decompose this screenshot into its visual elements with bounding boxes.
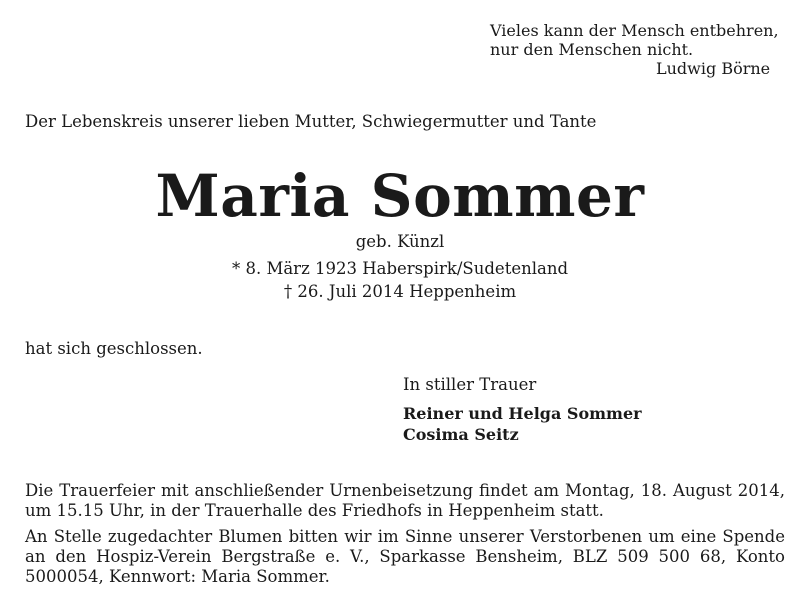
maiden-name: geb. Künzl xyxy=(355,232,445,251)
quote-line-1: Vieles kann der Mensch entbehren, xyxy=(490,21,779,40)
funeral-info: Die Trauerfeier mit anschließender Urnenbeisetzung findet am Montag, 18. August 2014, um 15.15 Uhr, in der Trauerhalle des Friedhofs in Heppenheim statt. xyxy=(25,481,785,520)
quote-line-2: nur den Menschen nicht. xyxy=(490,40,694,59)
quote-author: Ludwig Börne xyxy=(656,59,771,78)
intro-text: Der Lebenskreis unserer lieben Mutter, Schwiegermutter und Tante xyxy=(25,112,597,131)
mourning-heading: In stiller Trauer xyxy=(403,375,537,394)
donation-info: An Stelle zugedachter Blumen bitten wir im Sinne unserer Verstorbenen um eine Spende an den Hospiz-Verein Bergstraße e. V., Sparkasse Bensheim, BLZ 509 500 68, Konto 5000054, Kennwort: Maria Sommer. xyxy=(25,527,785,586)
birth-info: * 8. März 1923 Haberspirk/Sudetenland xyxy=(231,259,569,278)
death-info: † 26. Juli 2014 Heppenheim xyxy=(283,282,517,301)
deceased-name: Maria Sommer xyxy=(155,162,645,230)
mourner-name: Reiner und Helga Sommer xyxy=(403,404,642,423)
mourner-name: Cosima Seitz xyxy=(403,425,519,444)
closing-text: hat sich geschlossen. xyxy=(25,339,203,358)
